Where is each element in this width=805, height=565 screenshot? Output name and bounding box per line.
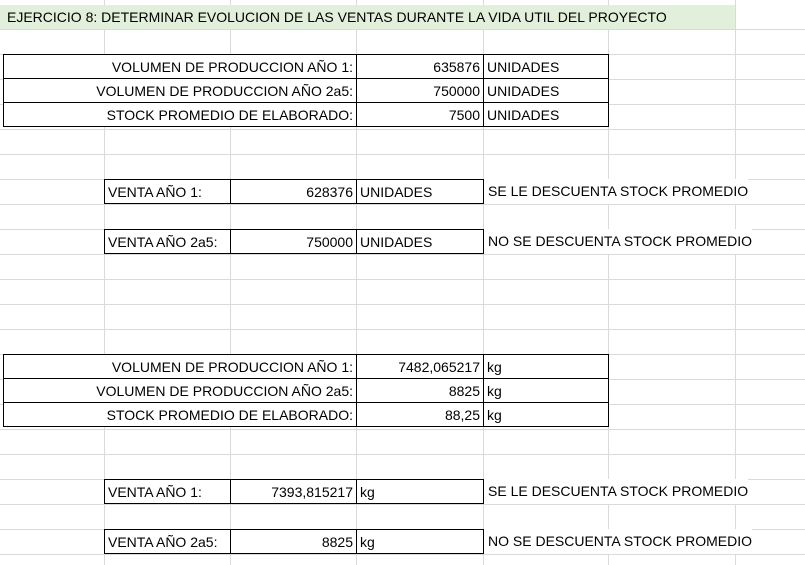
units-sale-1-note[interactable]: SE LE DESCUENTA STOCK PROMEDIO: [484, 179, 748, 204]
kg-sale-2-note[interactable]: NO SE DESCUENTA STOCK PROMEDIO: [484, 529, 752, 554]
units-row-3-unit[interactable]: UNIDADES: [483, 102, 609, 127]
units-sale-1-value[interactable]: 628376: [230, 179, 357, 204]
kg-row-1-value[interactable]: 7482,065217: [356, 354, 484, 379]
kg-row-1-label[interactable]: VOLUMEN DE PRODUCCION AÑO 1:: [3, 354, 357, 379]
units-row-1-label[interactable]: VOLUMEN DE PRODUCCION AÑO 1:: [3, 54, 357, 79]
kg-sale-1-unit[interactable]: kg: [356, 479, 484, 504]
units-row-3-label[interactable]: STOCK PROMEDIO DE ELABORADO:: [3, 102, 357, 127]
units-row-2-label[interactable]: VOLUMEN DE PRODUCCION AÑO 2a5:: [3, 78, 357, 103]
kg-sale-2-unit[interactable]: kg: [356, 529, 484, 554]
kg-row-2-unit[interactable]: kg: [483, 378, 609, 403]
units-sale-2-value[interactable]: 750000: [230, 229, 357, 254]
kg-row-1-unit[interactable]: kg: [483, 354, 609, 379]
units-sale-1-label[interactable]: VENTA AÑO 1:: [104, 179, 231, 204]
kg-row-2-value[interactable]: 8825: [356, 378, 484, 403]
units-sale-2-unit[interactable]: UNIDADES: [356, 229, 484, 254]
kg-sale-2-label[interactable]: VENTA AÑO 2a5:: [104, 529, 231, 554]
units-row-2-value[interactable]: 750000: [356, 78, 484, 103]
kg-row-3-unit[interactable]: kg: [483, 402, 609, 427]
kg-sale-1-value[interactable]: 7393,815217: [230, 479, 357, 504]
units-row-3-value[interactable]: 7500: [356, 102, 484, 127]
exercise-title[interactable]: EJERCICIO 8: DETERMINAR EVOLUCION DE LAS VENTAS DURANTE LA VIDA UTIL DEL PROYECTO: [0, 5, 735, 29]
kg-sale-1-note[interactable]: SE LE DESCUENTA STOCK PROMEDIO: [484, 479, 748, 504]
kg-sale-2-value[interactable]: 8825: [230, 529, 357, 554]
kg-row-3-value[interactable]: 88,25: [356, 402, 484, 427]
units-row-1-unit[interactable]: UNIDADES: [483, 54, 609, 79]
units-row-1-value[interactable]: 635876: [356, 54, 484, 79]
units-sale-1-unit[interactable]: UNIDADES: [356, 179, 484, 204]
units-row-2-unit[interactable]: UNIDADES: [483, 78, 609, 103]
kg-sale-1-label[interactable]: VENTA AÑO 1:: [104, 479, 231, 504]
units-sale-2-note[interactable]: NO SE DESCUENTA STOCK PROMEDIO: [484, 229, 752, 254]
kg-row-3-label[interactable]: STOCK PROMEDIO DE ELABORADO:: [3, 402, 357, 427]
units-sale-2-label[interactable]: VENTA AÑO 2a5:: [104, 229, 231, 254]
kg-row-2-label[interactable]: VOLUMEN DE PRODUCCION AÑO 2a5:: [3, 378, 357, 403]
